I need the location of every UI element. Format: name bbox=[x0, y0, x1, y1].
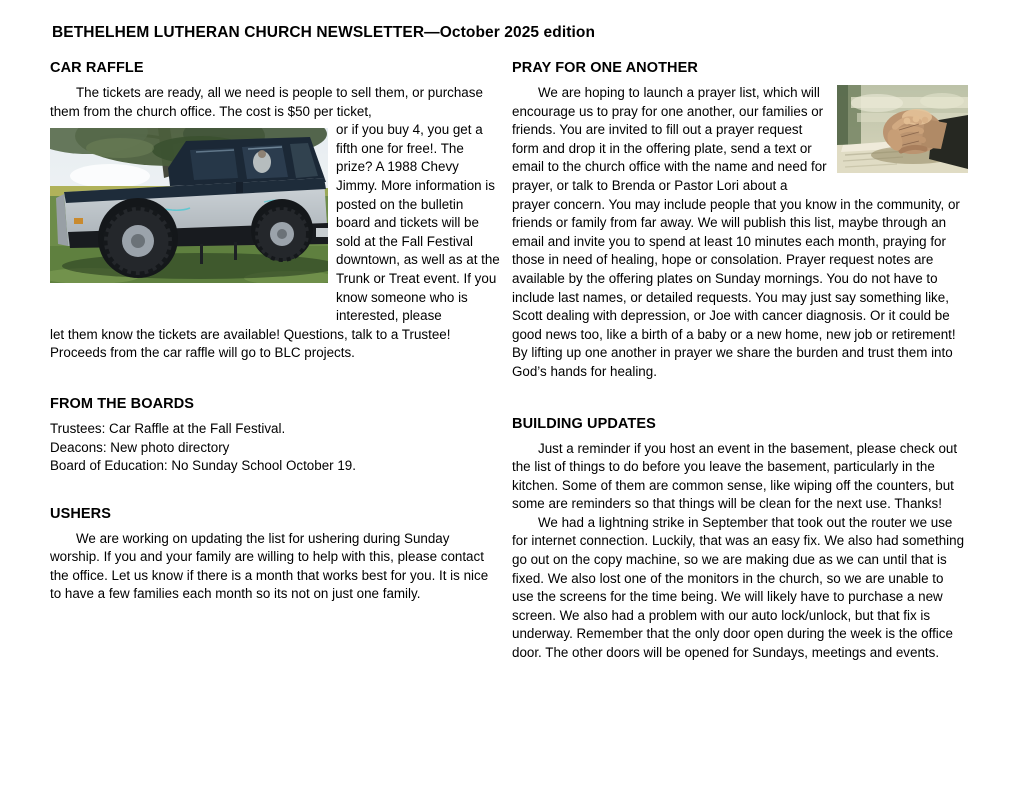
section-building-updates bbox=[512, 416, 968, 663]
pray-body-block bbox=[512, 84, 968, 382]
ushers-body-text: We are working on updating the list for ushering during Sunday worship. If you and your family are willing to help with this, please contact the office. Let us know if there is a month that works best for you. It is nice to have a few families each month so its not on just one family. bbox=[50, 530, 489, 602]
board-line-education: Board of Education: No Sunday School October 19. bbox=[50, 458, 356, 474]
car-raffle-photo-row bbox=[50, 121, 500, 326]
from-the-boards-heading: FROM THE BOARDS bbox=[50, 395, 195, 412]
board-line-trustees: Trustees: Car Raffle at the Fall Festival. bbox=[50, 420, 286, 436]
ushers-heading: USHERS bbox=[50, 505, 112, 522]
praying-hands-photo bbox=[837, 85, 968, 173]
praying-hands-illustration bbox=[837, 85, 968, 173]
board-line-deacons: Deacons: New photo directory bbox=[50, 439, 230, 455]
section-ushers bbox=[50, 506, 500, 604]
section-from-the-boards bbox=[50, 396, 500, 476]
right-column bbox=[512, 60, 968, 663]
truck-photo bbox=[50, 128, 328, 283]
newsletter-title: BETHELHEM LUTHERAN CHURCH NEWSLETTER—October 2025 edition bbox=[52, 24, 596, 41]
section-car-raffle bbox=[50, 60, 500, 363]
truck-photo-illustration bbox=[50, 128, 328, 283]
pray-body-text: We are hoping to launch a prayer list, which will encourage us to pray for one another, our families or friends. You are invited to fill out a prayer request form and drop it in the offering plate, send a text or email to the church office with the name and need for prayer, or talk to Brenda or Pastor Lori about a prayer concern. You may include people that you know in the community, or friends or family from far away. We will publish this list, maybe through an email and invite you to spend at least 10 minutes each month, praying for those in need of healing, hope or consolation. Prayer request notes are available by the offering plates on Sunday mornings. You do not have to include last names, or detailed requests. You may just say something like, Scott dealing with depression, or Joe with cancer diagnosis. Or it could be good news too, like a birth of a baby or a new home, new job or retirement! By lifting up one another in prayer we share the burden and trust them into God’s hands for healing. bbox=[512, 85, 960, 379]
car-raffle-beside-text: or if you buy 4, you get a fifth one for free!. The prize? A 1988 Chevy Jimmy. More information is posted on the bulletin board and tickets will be sold at the Fall Festival downtown, as well as at the Trunk or Treat event. If you know someone who is interested, please bbox=[336, 122, 500, 324]
left-column bbox=[50, 60, 500, 663]
building-updates-para1: Just a reminder if you host an event in the basement, please check out the list of things to do before you leave the basement, particularly in the kitchen. Some of them are common sense, like wiping off the counters, but some are reminders so that things will be clean for the next use. Thanks! bbox=[512, 440, 958, 512]
car-raffle-after-text: let them know the tickets are available! Questions, talk to a Trustee! Proceeds from the car raffle will go to BLC projects. bbox=[50, 326, 451, 361]
car-raffle-intro-text: The tickets are ready, all we need is people to sell them, or purchase them from the church office. The cost is $50 per ticket, bbox=[50, 85, 483, 119]
building-updates-heading: BUILDING UPDATES bbox=[512, 415, 656, 432]
section-pray-for-one-another bbox=[512, 60, 968, 382]
car-raffle-heading: CAR RAFFLE bbox=[50, 60, 144, 76]
two-column-layout bbox=[50, 60, 968, 663]
pray-heading: PRAY FOR ONE ANOTHER bbox=[512, 60, 698, 76]
building-updates-para2: We had a lightning strike in September that took out the router we use for internet connection. Luckily, that was an easy fix. We also had something go out on the copy machine, so we are making due as we can until that is fixed. We also lost one of the monitors in the church, so we are unable to use the screens for the time being. We will likely have to purchase a new screen. We also had a problem with our auto lock/unlock, but that fix is underway. Remember that the only door open during the week is the office door. The other doors will be opened for Sundays, meetings and events. bbox=[512, 514, 965, 661]
